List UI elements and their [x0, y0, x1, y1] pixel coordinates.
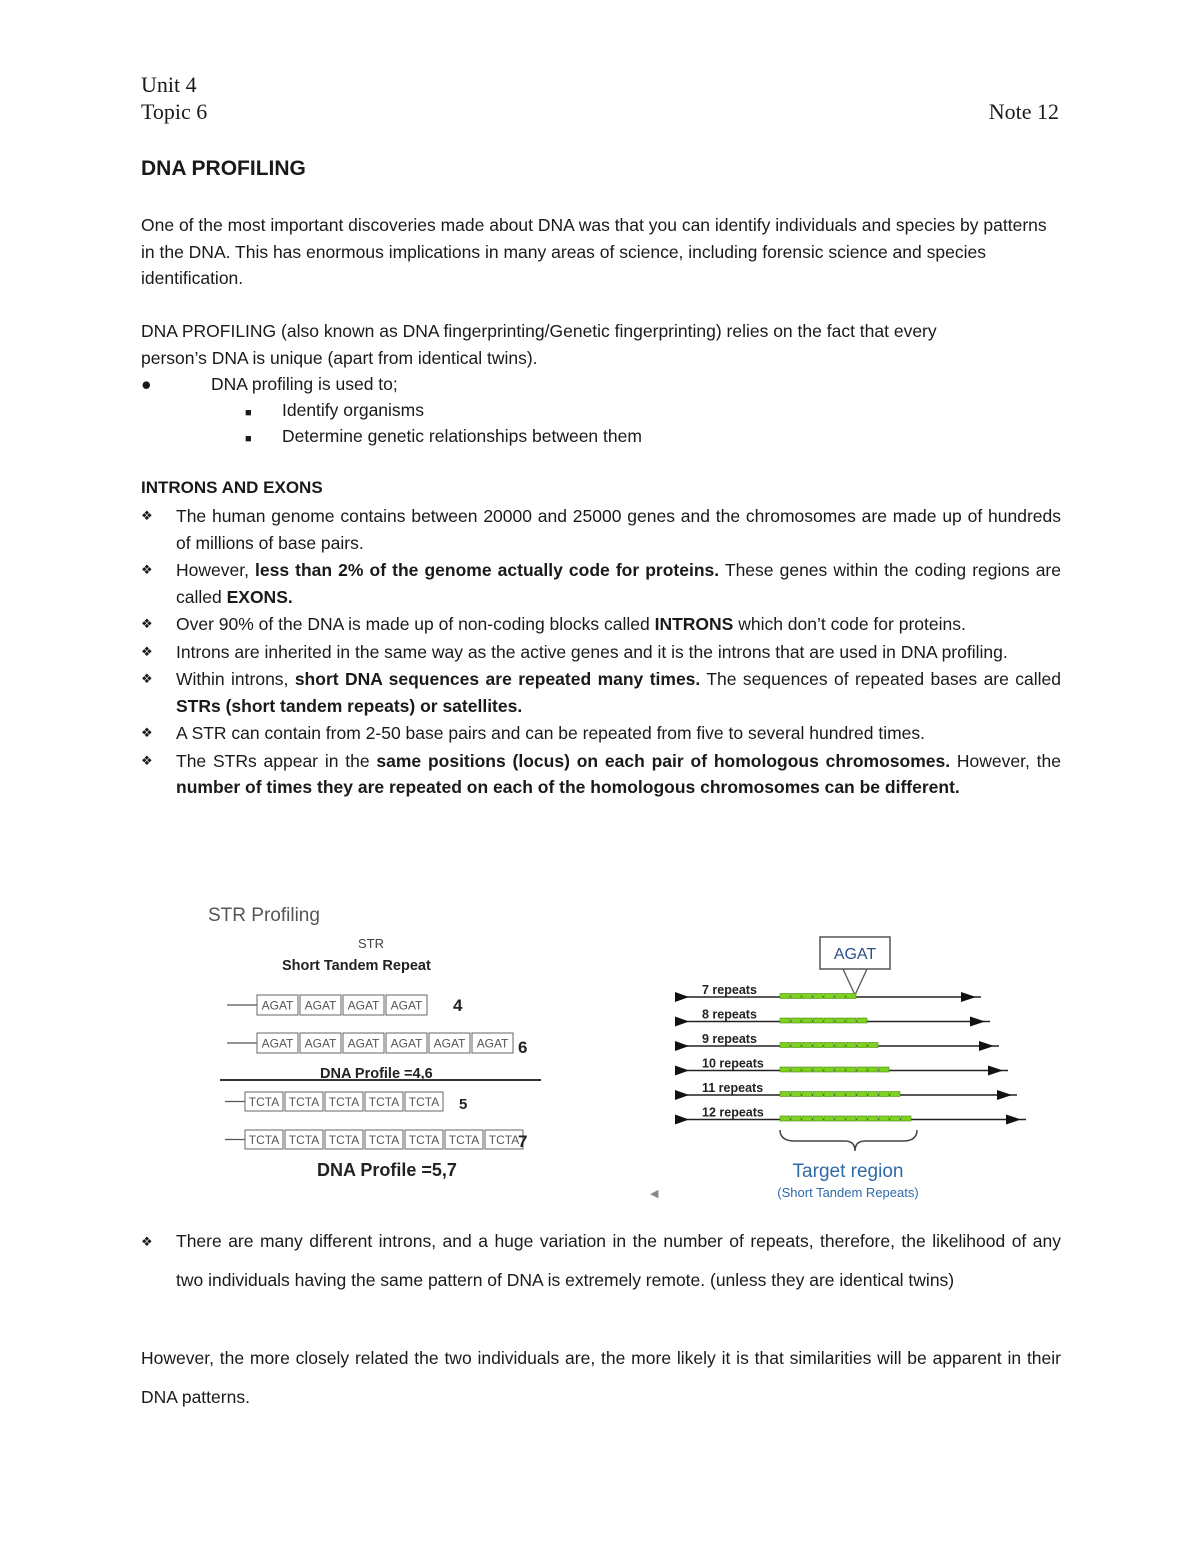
final-paragraph: However, the more closely related the two individuals are, the more likely it is that similarities will be apparent in their DNA patterns. — [141, 1348, 1061, 1407]
repeat-segment — [802, 1067, 812, 1072]
repeat-segment — [791, 1116, 801, 1121]
repeat-box-label: AGAT — [476, 1036, 509, 1051]
repeat-segment — [791, 1018, 801, 1023]
used-to-label: DNA profiling is used to; — [211, 374, 398, 394]
repeat-box-label: TCTA — [368, 1095, 400, 1109]
count-5-label: 5 — [459, 1096, 468, 1113]
repeat-count-label: 7 repeats — [702, 983, 757, 997]
repeat-segment — [835, 1092, 845, 1097]
figure-title: STR Profiling — [208, 905, 320, 926]
repeat-segment — [802, 1018, 812, 1023]
repeat-box-label: TCTA — [488, 1133, 520, 1147]
repeat-segment — [835, 1116, 845, 1121]
repeat-box-label: AGAT — [390, 1036, 423, 1051]
str-label: STR — [358, 936, 384, 951]
repeat-count-label: 9 repeats — [702, 1032, 757, 1046]
repeat-segment — [835, 1043, 845, 1048]
list-item-bold: EXONS. — [226, 586, 293, 607]
profiling-line-2: person’s DNA is unique (apart from identical twins). — [141, 347, 538, 368]
repeat-box-label: TCTA — [248, 1133, 280, 1147]
count-7-label: 7 — [518, 1132, 528, 1151]
repeat-box-label: TCTA — [408, 1095, 440, 1109]
repeat-segment — [857, 1018, 867, 1023]
repeat-count-label: 11 repeats — [702, 1081, 764, 1095]
repeat-segment — [868, 1116, 878, 1121]
diamond-bullet-icon: ❖ — [141, 562, 153, 577]
list-item-text: which don’t code for proteins. — [733, 614, 966, 634]
repeat-count-label: 8 repeats — [702, 1007, 757, 1022]
repeat-segment — [802, 1043, 812, 1048]
sub-item-2-label: Determine genetic relationships between them — [282, 426, 642, 446]
list-item — [141, 666, 1061, 719]
sub-item-1-label: Identify organisms — [282, 400, 425, 420]
forward-arrow-icon — [675, 992, 689, 1002]
target-brace — [780, 1130, 917, 1151]
repeat-segment — [846, 1067, 856, 1072]
repeat-segment — [835, 1018, 845, 1023]
repeat-segment — [879, 1092, 889, 1097]
reverse-arrow-icon — [997, 1090, 1012, 1100]
repeat-segment — [813, 1043, 823, 1048]
callout-pointer — [843, 969, 867, 995]
repeat-segment — [780, 1043, 790, 1048]
repeat-segment — [835, 1067, 845, 1072]
repeat-box-label: AGAT — [304, 998, 337, 1013]
repeat-segment — [879, 1067, 889, 1072]
agat-row-6 — [227, 1033, 513, 1053]
repeat-segment — [791, 994, 801, 999]
repeat-segment — [791, 1067, 801, 1072]
list-item-text: However, — [176, 560, 256, 580]
repeat-box-label: AGAT — [390, 998, 423, 1013]
repeat-segment — [868, 1043, 878, 1048]
list-item-bold: number of times they are repeated on each of the homologous chromosomes can be different. — [176, 777, 960, 797]
diamond-bullet-icon: ❖ — [141, 616, 153, 631]
count-4-label: 4 — [453, 996, 463, 1015]
list-item — [141, 748, 1061, 801]
list-item-text: However, the — [950, 750, 1062, 771]
list-item-text: Within introns, — [176, 669, 295, 689]
repeat-box-label: TCTA — [328, 1133, 360, 1147]
diamond-bullet-icon: ❖ — [141, 643, 153, 659]
repeat-segment — [780, 994, 790, 999]
repeat-segment — [857, 1116, 867, 1121]
repeat-segment — [857, 1092, 867, 1097]
reverse-arrow-icon — [961, 992, 976, 1002]
conclusion-list — [141, 1222, 1061, 1301]
profiling-line-1: DNA PROFILING (also known as DNA fingerprinting/Genetic fingerprinting) relies on the fact that every — [141, 321, 937, 341]
repeat-segment — [813, 1018, 823, 1023]
repeat-box-label: AGAT — [433, 1036, 466, 1051]
forward-arrow-icon — [675, 1066, 689, 1076]
repeat-box-label: AGAT — [261, 998, 294, 1013]
profile-2-label: DNA Profile =5,7 — [317, 1160, 457, 1180]
repeat-segment — [846, 1018, 856, 1023]
repeat-box-label: TCTA — [328, 1095, 360, 1109]
list-item-bold: INTRONS — [654, 614, 734, 634]
list-item — [141, 503, 1061, 556]
repeat-segment — [824, 1018, 834, 1023]
repeat-count-label: 10 repeats — [702, 1056, 764, 1071]
bullet-dot-icon: ● — [141, 374, 152, 394]
repeat-box-label: TCTA — [368, 1133, 400, 1147]
repeat-count-label: 12 repeats — [702, 1105, 764, 1120]
str-profiling-figure — [200, 893, 550, 1193]
repeat-box-label: AGAT — [304, 1036, 337, 1051]
list-item — [141, 557, 1061, 610]
list-item — [141, 1222, 1061, 1300]
repeat-segment — [824, 1092, 834, 1097]
square-bullet-icon: ■ — [245, 433, 252, 445]
list-item — [141, 720, 1061, 747]
list-item-bold: less than 2% of the genome actually code for proteins. — [255, 560, 720, 580]
diamond-bullet-icon: ❖ — [141, 1234, 153, 1249]
repeat-segment — [824, 994, 834, 999]
repeat-segment — [901, 1116, 911, 1121]
page-title: DNA PROFILING — [141, 157, 306, 180]
list-item-text: A STR can contain from 2-50 base pairs and can be repeated from five to several hundred times. — [176, 723, 926, 743]
reverse-arrow-icon — [979, 1041, 994, 1051]
introns-exons-heading: INTRONS AND EXONS — [141, 478, 323, 497]
repeat-segment — [868, 1067, 878, 1072]
str-full-label: Short Tandem Repeat — [282, 958, 431, 974]
repeat-segment — [791, 1043, 801, 1048]
repeat-segment — [813, 1092, 823, 1097]
repeat-segment — [890, 1092, 900, 1097]
list-item-bold: short DNA sequences are repeated many times. — [294, 669, 701, 689]
repeat-segment — [813, 1067, 823, 1072]
repeats-figure — [645, 925, 1045, 1210]
repeat-segment — [791, 1092, 801, 1097]
count-6-label: 6 — [518, 1038, 528, 1057]
list-item-text: The STRs appear in the — [176, 750, 377, 771]
list-item-text: These genes within the coding regions are called — [176, 560, 1061, 607]
speaker-icon: ◀ — [650, 1188, 659, 1200]
tcta-row-7 — [225, 1130, 523, 1149]
repeat-segment — [780, 1067, 790, 1072]
target-region-label: Target region — [792, 1161, 904, 1182]
reverse-arrow-icon — [988, 1066, 1003, 1076]
header-note: Note 12 — [988, 99, 1059, 124]
repeat-box-label: AGAT — [347, 1036, 380, 1051]
repeat-segment — [824, 1116, 834, 1121]
repeat-rows — [675, 983, 1026, 1125]
reverse-arrow-icon — [1006, 1115, 1021, 1125]
repeat-segment — [846, 1116, 856, 1121]
repeat-box-label: TCTA — [448, 1133, 480, 1147]
list-item-bold: STRs (short tandem repeats) or satellites. — [176, 695, 523, 716]
repeat-box-label: AGAT — [261, 1036, 294, 1051]
repeat-segment — [780, 1092, 790, 1097]
repeat-segment — [802, 1116, 812, 1121]
list-item-text: Over 90% of the DNA is made up of non-coding blocks called — [176, 614, 655, 634]
repeat-segment — [780, 1116, 790, 1121]
forward-arrow-icon — [675, 1115, 689, 1125]
repeat-segment — [824, 1067, 834, 1072]
used-to-item — [141, 371, 398, 397]
square-bullet-icon: ■ — [245, 407, 252, 419]
repeat-segment — [846, 1092, 856, 1097]
agat-row-4 — [227, 995, 427, 1015]
list-item — [141, 639, 1061, 666]
profiling-paragraph — [141, 318, 1061, 371]
sub-item-1 — [245, 397, 424, 426]
reverse-arrow-icon — [970, 1017, 985, 1027]
repeat-segment — [824, 1043, 834, 1048]
list-item-bold: same positions (locus) on each pair of homologous chromosomes. — [376, 750, 951, 771]
diamond-bullet-icon: ❖ — [141, 725, 153, 740]
list-item-text: The sequences of repeated bases are called — [700, 669, 1061, 689]
repeat-segment — [835, 994, 845, 999]
repeat-box-label: TCTA — [288, 1095, 320, 1109]
repeat-box-label: AGAT — [347, 998, 380, 1013]
repeat-segment — [846, 994, 856, 999]
header-topic: Topic 6 — [141, 99, 208, 124]
forward-arrow-icon — [675, 1090, 689, 1100]
sub-item-2 — [245, 423, 642, 452]
repeat-segment — [857, 1067, 867, 1072]
diamond-bullet-icon: ❖ — [141, 752, 153, 768]
repeat-segment — [802, 994, 812, 999]
repeat-box-label: TCTA — [248, 1095, 280, 1109]
list-item-text: Introns are inherited in the same way as the active genes and it is the introns that are used in DNA profiling. — [176, 641, 1008, 662]
repeat-segment — [813, 1116, 823, 1121]
repeat-segment — [780, 1018, 790, 1023]
agat-box-label: AGAT — [833, 946, 877, 963]
list-item — [141, 611, 1061, 638]
intro-paragraph: One of the most important discoveries made about DNA was that you can identify individuals and species by patterns in the DNA. This has enormous implications in many areas of science, including forensic science and species identification. — [141, 215, 1047, 288]
target-region-sub-label: (Short Tandem Repeats) — [777, 1185, 919, 1200]
repeat-box-label: TCTA — [288, 1133, 320, 1147]
repeat-segment — [802, 1092, 812, 1097]
diamond-bullet-icon: ❖ — [141, 671, 153, 686]
profile-1-label: DNA Profile =4,6 — [320, 1066, 433, 1082]
tcta-row-5 — [225, 1092, 443, 1111]
repeat-segment — [846, 1043, 856, 1048]
repeat-segment — [890, 1116, 900, 1121]
repeat-segment — [813, 994, 823, 999]
repeat-segment — [857, 1043, 867, 1048]
repeat-segment — [879, 1116, 889, 1121]
repeat-segment — [868, 1092, 878, 1097]
header-unit: Unit 4 — [141, 72, 197, 97]
list-item-text: There are many different introns, and a huge variation in the number of repeats, therefore, the likelihood of any two individuals having the same pattern of DNA is extremely remote. (unless they are identical twins) — [176, 1231, 1061, 1290]
introns-exons-list — [141, 503, 1061, 802]
diamond-bullet-icon: ❖ — [141, 508, 153, 523]
forward-arrow-icon — [675, 1017, 689, 1027]
forward-arrow-icon — [675, 1041, 689, 1051]
repeat-box-label: TCTA — [408, 1133, 440, 1147]
list-item-text: The human genome contains between 20000 and 25000 genes and the chromosomes are made up of hundreds of millions of base pairs. — [176, 506, 1061, 553]
